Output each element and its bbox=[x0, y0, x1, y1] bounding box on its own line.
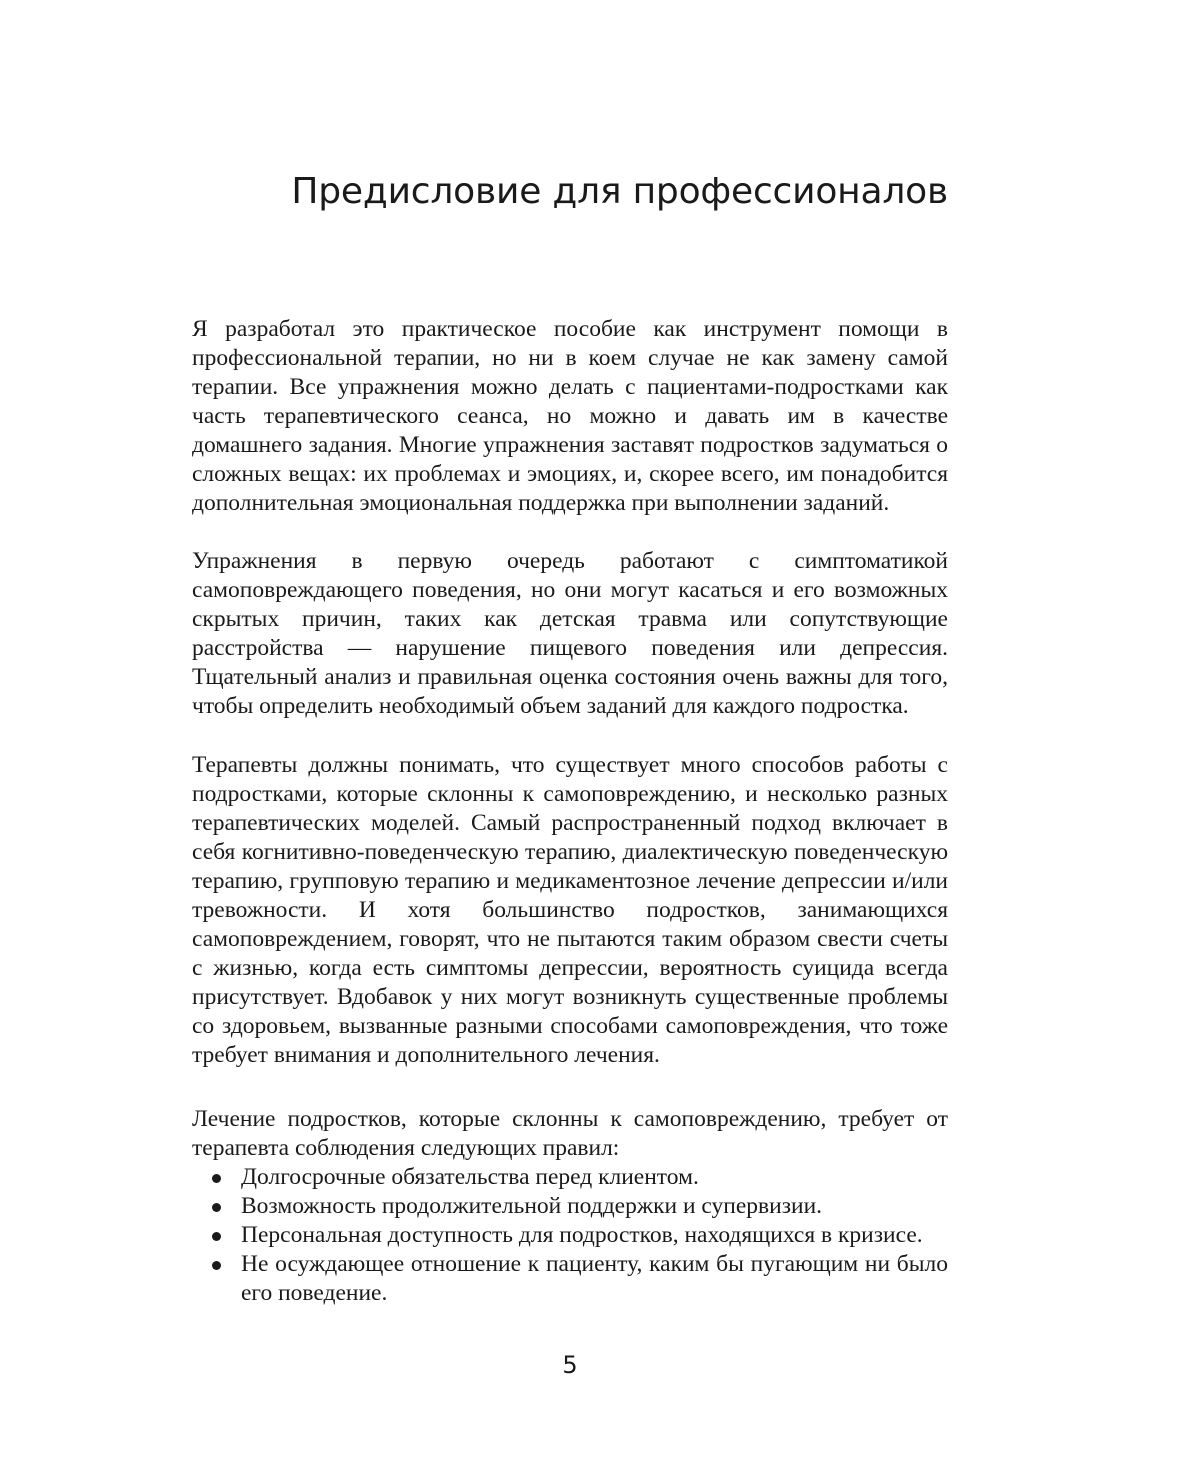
bullet-icon bbox=[212, 1174, 221, 1183]
paragraph-text: Упражнения в первую очередь работают с симптоматикой самоповреждающего поведения, но они могут касаться и его возможных скрытых причин, таких как детская травма или сопутствующие расстройства — нарушение пищевого поведения или депрессия. Тщательный анализ и правильная оценка состояния очень важны для того, чтобы определить необходимый объем заданий для каждого подростка. bbox=[192, 548, 948, 719]
list-item bbox=[192, 1163, 948, 1192]
list-item bbox=[192, 1192, 948, 1221]
page-number: 5 bbox=[562, 1351, 578, 1379]
bullet-icon bbox=[212, 1261, 221, 1270]
list-item bbox=[192, 1250, 948, 1308]
paragraph-rules-intro bbox=[192, 1105, 948, 1163]
list-item-text: Возможность продолжительной поддержки и супервизии. bbox=[241, 1193, 823, 1219]
list-item-text: Не осуждающее отношение к пациенту, каким бы пугающим ни было его поведение. bbox=[241, 1251, 948, 1306]
page-title: Предисловие для профессионалов bbox=[291, 171, 948, 212]
paragraph-text: Я разработал это практическое пособие как инструмент помощи в профессиональной терапии, но ни в коем случае не как замену самой терапии. Все упражнения можно делать с пациентами-подростками как часть терапевтического сеанса, но можно и давать им в качестве домашнего задания. Многие упражнения заставят подростков задуматься о сложных вещах: их проблемах и эмоциях, и, скорее всего, им понадобится дополнительная эмоциональная поддержка при выполнении заданий. bbox=[192, 316, 948, 516]
list-item bbox=[192, 1221, 948, 1250]
rules-list bbox=[192, 1163, 948, 1308]
list-item-text: Долгосрочные обязательства перед клиентом. bbox=[241, 1164, 699, 1190]
paragraph-therapy-models bbox=[192, 751, 948, 1070]
bullet-icon bbox=[212, 1232, 221, 1241]
paragraph-intro bbox=[192, 315, 948, 518]
bullet-icon bbox=[212, 1203, 221, 1212]
paragraph-text: Лечение подростков, которые склонны к самоповреждению, требует от терапевта соблюдения следующих правил: bbox=[192, 1106, 948, 1161]
paragraph-symptoms bbox=[192, 547, 948, 721]
paragraph-text: Терапевты должны понимать, что существует много способов работы с подростками, которые склонны к самоповреждению, и несколько разных терапевтических моделей. Самый распространенный подход включает в себя когнитивно-поведенческую терапию, диалектическую поведенческую терапию, групповую терапию и медикаментозное лечение депрессии и/или тревожности. И хотя большинство подростков, занимающихся самоповреждением, говорят, что не пытаются таким образом свести счеты с жизнью, когда есть симптомы депрессии, вероятность суицида всегда присутствует. Вдобавок у них могут возникнуть существенные проблемы со здоровьем, вызванные разными способами самоповреждения, что тоже требует внимания и дополнительного лечения. bbox=[192, 752, 948, 1068]
list-item-text: Персональная доступность для подростков, находящихся в кризисе. bbox=[241, 1222, 923, 1248]
